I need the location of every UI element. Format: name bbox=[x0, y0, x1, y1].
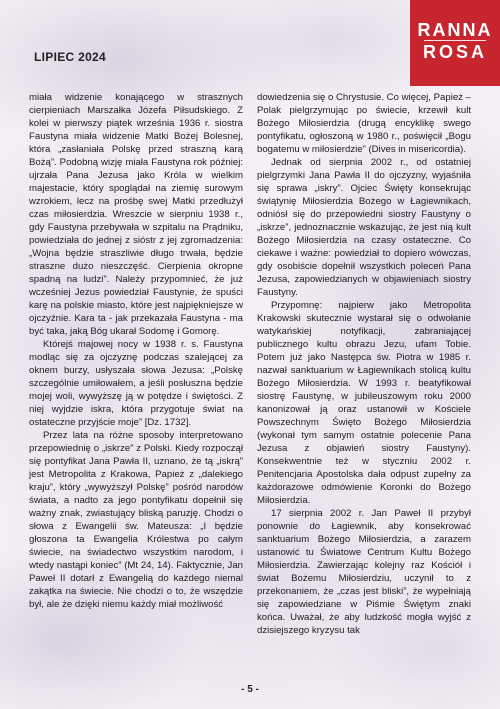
paragraph: Którejś majowej nocy w 1938 r. s. Faustyna modląc się za ojczyznę podczas szalejącej za oknem burzy, usłyszała słowa Jezusa: „Polskę szczególnie umiłowałem, a jeśli posłuszna będzie mojej woli, wywyższę ją w potędze i świętości. Z niej wyjdzie iskra, która przygotuje świat na ostateczne przyjście moje” [Dz. 1732]. bbox=[29, 339, 243, 428]
magazine-logo bbox=[410, 0, 500, 86]
logo-divider bbox=[424, 40, 486, 41]
paragraph: Przez lata na różne sposoby interpretowano przepowiednię o „iskrze” z Polski. Kiedy rozpoczął się pontyfikat Jana Pawła II, uznano, że tą „iskrą” jest Metropolita z Krakowa, Papież z „dalekiego kraju”, który „wywyższył Polskę” pośród narodów świata, a nadto za jego pontyfikatu dopełnił się ważny znak, zwiastujący bliską paruzję. Chodzi o słowa z Ewangelii św. Mateusza: „I będzie głoszona ta Ewangelia Królestwa po całym świecie, na świadectwo wszystkim narodom, i wtedy nastąpi koniec” (Mt 24, 14). Faktycznie, Jan Paweł II dotarł z Ewangelią do każdego niemal zakątka na świecie. Nie chodzi o to, że wszędzie był, ale że dzięki niemu każdy miał możliwość bbox=[29, 430, 243, 610]
paragraph: Przypomnę: najpierw jako Metropolita Krakowski skutecznie wystarał się o odwołanie watykańskiej notyfikacji, zabraniającej publicznego kultu obrazu Jezu, ufam Tobie. Potem już jako Następca św. Piotra w 1985 r. nazwał sanktuarium w Łagiewnikach stolicą kultu Bożego Miłosierdzia. W 1993 r. beatyfikował siostrę Faustynę, w jubileuszowym roku 2000 kanonizował ją oraz ustanowił w Kościele Powszechnym Święto Bożego Miłosierdzia (wykonał tym samym ostatnie polecenie Pana Jezusa z objawień siostry Faustyny). Konsekwentnie też w styczniu 2002 r. Penitencjaria Apostolska dała odpust zupełny za każdorazowe odmówienie Koronki do Bożego Miłosierdzia. bbox=[257, 300, 471, 506]
logo-line-1: RANNA bbox=[417, 20, 493, 40]
left-column bbox=[29, 91, 243, 611]
page-number: - 5 - bbox=[241, 684, 259, 695]
logo-line-2: ROSA bbox=[422, 42, 487, 62]
right-column bbox=[257, 91, 471, 637]
issue-date: LIPIEC 2024 bbox=[34, 50, 107, 64]
paragraph: dowiedzenia się o Chrystusie. Co więcej, Papież – Polak pielgrzymując po świecie, krzewił kult Bożego Miłosierdzia (drugą encyklikę swego pontyfikatu, ogłoszoną w 1980 r., poświęcił „Bogu bogatemu w miłosierdzie” (Dives in misericordia). bbox=[257, 92, 471, 155]
paragraph: 17 sierpnia 2002 r. Jan Paweł II przybył ponownie do Łagiewnik, aby konsekrować sanktuarium Bożego Miłosierdzia, a zarazem ustanowić tu Światowe Centrum Kultu Bożego Miłosierdzia. Zawierzając kolejny raz Kościół i świat Bożemu Miłosierdziu, uczynił to z przekonaniem, że „czas jest bliski”, że wypełniają się zapowiedziane w Piśmie Świętym znaki końca. Uważał, że aby ludzkość mogła wyjść z dzisiejszego kryzysu tak bbox=[257, 508, 471, 636]
paragraph: Jednak od sierpnia 2002 r., od ostatniej pielgrzymki Jana Pawła II do ojczyzny, wyjaśniła się sprawa „iskry”. Ojciec Święty konsekrując świątynię Miłosierdzia Bożego w Łagiewnikach, odniósł się do przepowiedni siostry Faustyny o „iskrze”, jednoznacznie wskazując, że jest nią kult Bożego Miłosierdzia na czasy ostateczne. Co ciekawe i ważne: powiedział to dopiero wówczas, gdy osobiście dopełnił wszystkich poleceń Pana Jezusa, zapowiedzianych w objawieniach siostry Faustyny. bbox=[257, 157, 471, 298]
paragraph: miała widzenie konającego w strasznych cierpieniach Marszałka Józefa Piłsudskiego. Z kolei w pierwszy piątek września 1936 r. siostra Faustyna miała widzenie Matki Bożej Bolesnej, która „zasłaniała Polskę przed straszną karą Bożą”. Podobną wizję miała Faustyna rok później: ujrzała Pana Jezusa jako Króla w wielkim majestacie, który spoglądał na ziemię surowym wzrokiem, lecz na prośbę swej Matki przedłużył czas miłosierdzia. Wreszcie w sierpniu 1938 r., gdy Faustyna przebywała w szpitalu na Prądniku, powiedziała do jednej z sióstr z jej zgromadzenia: „Wojna będzie straszliwie długo trwała, będzie straszne dużo nieszczęść. Cierpienia okropne spadną na ludzi”. Należy przypomnieć, że już wcześniej Jezus powiedział Faustynie, że spuści karę na polskie miasto, które jest najpiękniejsze w ojczyźnie. Kara ta - jak przekazała Faustyna - ma być taka, jaką Bóg ukarał Sodomę i Gomorę. bbox=[29, 92, 243, 337]
